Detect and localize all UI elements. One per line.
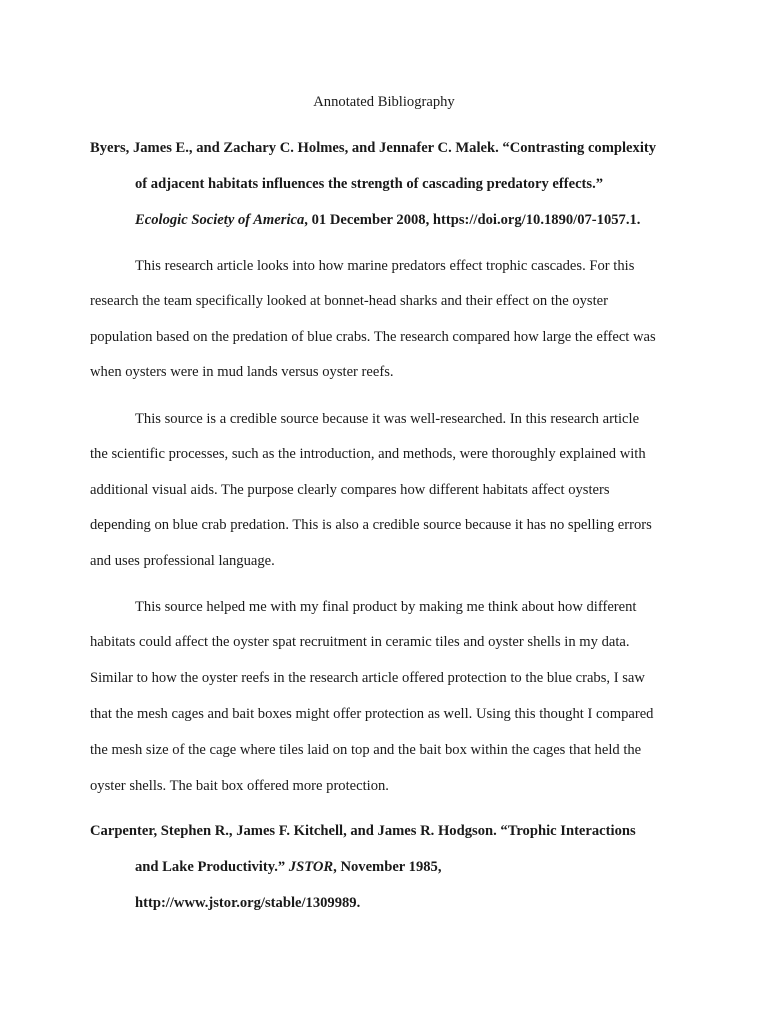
paragraph-2-line: This source is a credible source because it was well-researched. In this research article [135, 411, 640, 427]
paragraph-3-line: Similar to how the oyster reefs in the research article offered protection to the blue crabs, I saw [90, 670, 645, 686]
paragraph-1-line: population based on the predation of blue crabs. The research compared how large the effect was [90, 329, 656, 345]
paragraph-1-line: when oysters were in mud lands versus oyster reefs. [90, 364, 394, 380]
citation-2-journal: JSTOR [288, 859, 334, 875]
paragraph-3-line: habitats could affect the oyster spat recruitment in ceramic tiles and oyster shells in my data. [90, 634, 630, 650]
paragraph-2-line: depending on blue crab predation. This is also a credible source because it has no spelling errors [90, 517, 652, 533]
paragraph-1-line: research the team specifically looked at bonnet-head sharks and their effect on the oyster [90, 293, 608, 309]
paragraph-3-line: that the mesh cages and bait boxes might offer protection as well. Using this thought I compared [90, 706, 654, 722]
paragraph-3-line: oyster shells. The bait box offered more protection. [90, 778, 389, 794]
citation-1-line-1: Byers, James E., and Zachary C. Holmes, and Jennafer C. Malek. “Contrasting complexity [90, 140, 657, 156]
citation-2-date: , November 1985, [333, 859, 442, 875]
paragraph-3-line: the mesh size of the cage where tiles laid on top and the bait box within the cages that held the [90, 742, 642, 758]
paragraph-3-line: This source helped me with my final product by making me think about how different [135, 599, 637, 615]
citation-2-title-end: and Lake Productivity.” [135, 859, 289, 875]
paragraph-1-line: This research article looks into how marine predators effect trophic cascades. For this [135, 258, 635, 274]
citation-1-details: , 01 December 2008, https://doi.org/10.1890/07-1057.1. [304, 212, 641, 228]
citation-2-line-2 [135, 857, 442, 877]
page-title: Annotated Bibliography [313, 94, 455, 110]
citation-1-line-2: of adjacent habitats influences the strength of cascading predatory effects.” [135, 176, 604, 192]
citation-2-url: http://www.jstor.org/stable/1309989. [135, 895, 361, 911]
citation-1-line-3 [135, 210, 640, 230]
paragraph-2-line: additional visual aids. The purpose clearly compares how different habitats affect oysters [90, 482, 610, 498]
citation-2-line-1: Carpenter, Stephen R., James F. Kitchell, and James R. Hodgson. “Trophic Interactions [90, 823, 636, 839]
paragraph-2-line: the scientific processes, such as the introduction, and methods, were thoroughly explained with [90, 446, 646, 462]
paragraph-2-line: and uses professional language. [90, 553, 275, 569]
citation-1-journal: Ecologic Society of America [135, 212, 305, 228]
